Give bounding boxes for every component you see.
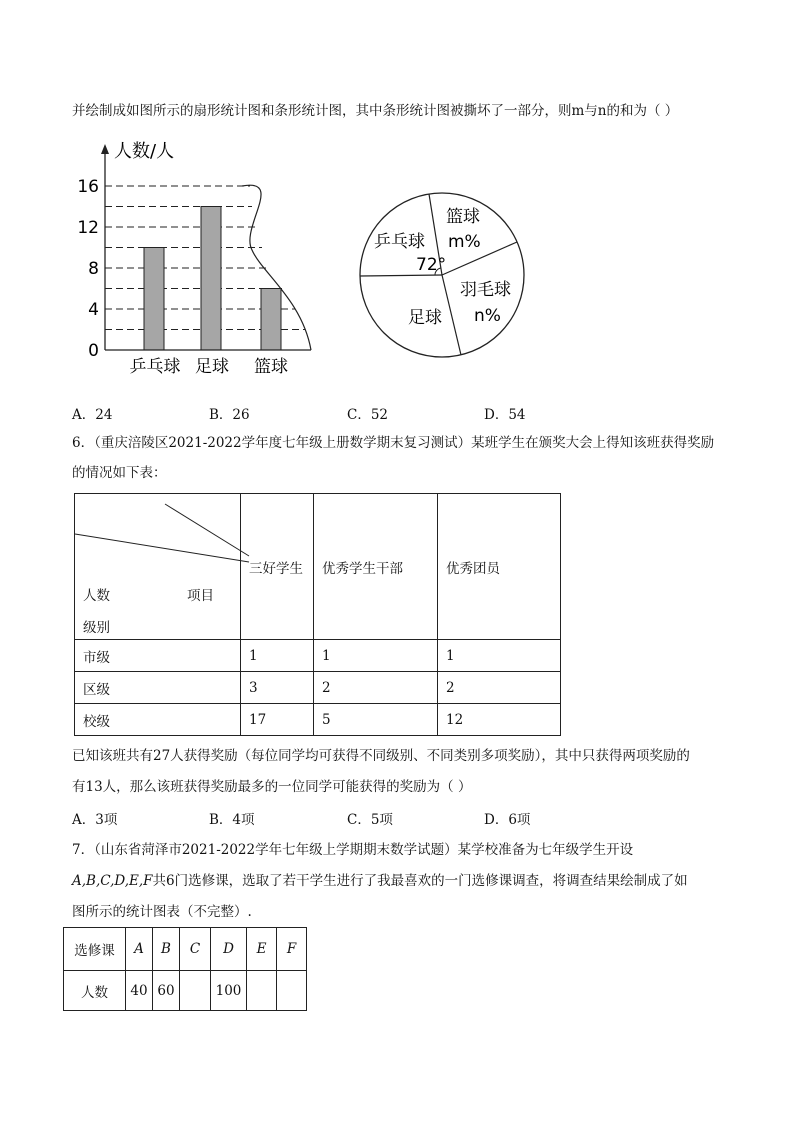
q5-option-d[interactable]: D．54 [484, 407, 526, 423]
bar-chart-ylabel: 人数/人 [114, 141, 175, 162]
q5-option-b[interactable]: B．26 [209, 407, 250, 423]
q6-option-a[interactable]: A．3项 [72, 812, 118, 828]
q6-option-c[interactable]: C．5项 [347, 812, 393, 828]
q7-course-a: A [126, 928, 153, 971]
q5-options [72, 403, 526, 423]
x-category-label: 足球 [195, 357, 229, 377]
q6-stem-line2: 的情况如下表： [72, 465, 167, 481]
q7-count-c [180, 971, 211, 1011]
table-row [75, 640, 561, 672]
q5-stem: 并绘制成如图所示的扇形统计图和条形统计图，其中条形统计图被撕坏了一部分，则m与n的和为（ ） [72, 103, 679, 119]
table-cell: 12 [438, 704, 561, 736]
table-row [64, 971, 307, 1011]
q6-option-d[interactable]: D．6项 [484, 812, 531, 828]
q7-course-d: D [211, 928, 247, 971]
table-row [75, 704, 561, 736]
q7-count-f [277, 971, 307, 1011]
q7-count-e [247, 971, 277, 1011]
table-cell: 2 [438, 672, 561, 704]
q7-count-d: 100 [211, 971, 247, 1011]
table-cell: 1 [314, 640, 438, 672]
q6-diag-level: 级别 [83, 620, 110, 636]
q7-course-list: A,B,C,D,E,F [72, 873, 153, 889]
q7-course-table [63, 927, 307, 1011]
y-tick-label: 4 [88, 300, 99, 320]
table-cell: 1 [241, 640, 314, 672]
q6-level-district: 区级 [75, 672, 241, 704]
q7-count-a: 40 [126, 971, 153, 1011]
x-category-label: 篮球 [254, 357, 288, 377]
q7-count-b: 60 [153, 971, 180, 1011]
q7-stem-line2-rest: 共6门选修课，选取了若干学生进行了我最喜欢的一门选修课调查，将调查结果绘制成了如 [152, 873, 688, 889]
q6-after-line1: 已知该班共有27人获得奖励（每位同学均可获得不同级别、不同类别多项奖励），其中只获得两项奖励的 [72, 748, 690, 764]
bar-足球 [201, 207, 221, 351]
pie-value-n: n% [474, 306, 501, 326]
q7-course-f: F [277, 928, 307, 971]
pie-label-football: 足球 [408, 308, 442, 328]
q5-option-a[interactable]: A．24 [72, 407, 113, 423]
q6-level-city: 市级 [75, 640, 241, 672]
q7-course-c: C [180, 928, 211, 971]
q7-row1-label: 选修课 [64, 928, 126, 971]
q6-diagonal-header-cell [75, 494, 241, 640]
q6-after-line2: 有13人，那么该班获得奖励最多的一位同学可能获得的奖励为（ ） [72, 779, 472, 795]
x-category-label: 乒乓球 [129, 357, 181, 377]
q6-header-sanhao: 三好学生 [241, 494, 314, 640]
y-axis-arrow [101, 144, 109, 154]
q7-stem-line1: 7．（山东省菏泽市2021-2022学年七年级上学期期末数学试题）某学校准备为七年级学生开设 [72, 842, 634, 858]
bar-chart [77, 138, 320, 383]
q6-options [72, 808, 530, 828]
pie-angle-72: 72° [416, 255, 447, 275]
q7-course-e: E [247, 928, 277, 971]
q6-award-table [74, 493, 561, 736]
table-cell: 2 [314, 672, 438, 704]
pie-label-pingpong: 乒乓球 [374, 232, 425, 252]
pie-label-basketball: 篮球 [446, 207, 480, 227]
pie-label-badminton: 羽毛球 [460, 280, 511, 300]
table-cell: 17 [241, 704, 314, 736]
q6-diag-item: 项目 [187, 588, 214, 604]
q7-stem-line2 [72, 871, 688, 891]
q6-header-tuanyuan: 优秀团员 [438, 494, 561, 640]
table-cell: 5 [314, 704, 438, 736]
q6-option-b[interactable]: B．4项 [209, 812, 255, 828]
q6-level-school: 校级 [75, 704, 241, 736]
q7-row2-label: 人数 [64, 971, 126, 1011]
y-tick-label: 16 [77, 177, 99, 197]
table-row [75, 672, 561, 704]
table-cell: 3 [241, 672, 314, 704]
y-tick-label: 8 [88, 259, 99, 279]
bar-乒乓球 [144, 248, 164, 351]
table-row [64, 928, 307, 971]
q6-stem-line1: 6．（重庆涪陵区2021-2022学年度七年级上册数学期末复习测试）某班学生在颁奖大会上得知该班获得奖励 [72, 435, 715, 451]
q5-option-c[interactable]: C．52 [347, 407, 389, 423]
q7-stem-line3: 图所示的统计图表（不完整）. [72, 904, 252, 920]
q6-diag-count: 人数 [83, 588, 110, 604]
pie-chart [360, 175, 530, 375]
bar-篮球 [261, 289, 281, 351]
y-tick-label: 0 [88, 341, 99, 361]
pie-value-m: m% [448, 232, 481, 252]
table-cell: 1 [438, 640, 561, 672]
q6-header-ganbu: 优秀学生干部 [314, 494, 438, 640]
y-tick-label: 12 [77, 218, 99, 238]
q7-course-b: B [153, 928, 180, 971]
